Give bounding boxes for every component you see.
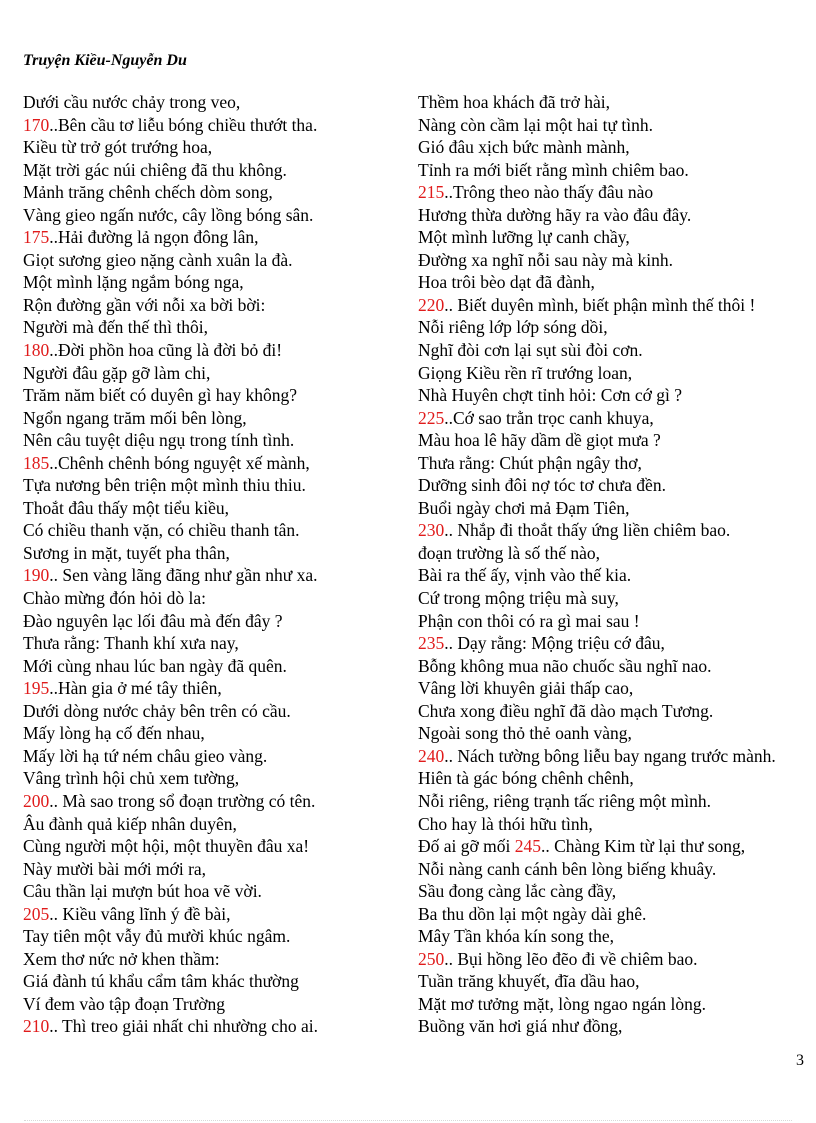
- line-number: 225: [418, 407, 445, 428]
- verse-line: [23, 970, 408, 993]
- verse-line: [23, 925, 408, 948]
- verse-line: [418, 91, 813, 114]
- verse-line: [418, 316, 813, 339]
- line-number: 245: [514, 836, 541, 857]
- verse-line: [23, 474, 408, 497]
- verse-line: [418, 384, 813, 407]
- line-number: 220: [418, 294, 445, 315]
- verse-text: Dưỡng sinh đôi nợ tóc tơ chưa đền.: [418, 475, 666, 496]
- verse-text: Mặt mơ tưởng mặt, lòng ngao ngán lòng.: [418, 993, 707, 1014]
- verse-text: ..Hàn gia ở mé tây thiên,: [49, 678, 222, 699]
- verse-text: .. Chàng Kim từ lại thư song,: [541, 836, 746, 857]
- verse-text: Tay tiên một vẫy đủ mười khúc ngâm.: [23, 926, 291, 947]
- verse-text: .. Nhắp đi thoắt thấy ứng liền chiêm bao.: [444, 520, 731, 541]
- verse-line: [418, 722, 813, 745]
- verse-line: [23, 790, 408, 813]
- verse-text: .. Thì treo giải nhất chi nhường cho ai.: [49, 1016, 318, 1037]
- verse-text: Này mười bài mới mới ra,: [23, 858, 207, 879]
- verse-line: [418, 880, 813, 903]
- verse-column-left: [23, 91, 408, 1038]
- verse-line: [23, 362, 408, 385]
- verse-text: .. Biết duyên mình, biết phận mình thế thôi !: [444, 294, 756, 315]
- verse-text: Ví đem vào tập đoạn Trường: [23, 993, 225, 1014]
- verse-line: [418, 948, 813, 971]
- verse-text: Nỗi nàng canh cánh bên lòng biếng khuây.: [418, 858, 717, 879]
- verse-line: [418, 925, 813, 948]
- verse-text: Mấy lòng hạ cố đến nhau,: [23, 723, 205, 744]
- verse-line: [23, 610, 408, 633]
- verse-text: Tỉnh ra mới biết rằng mình chiêm bao.: [418, 159, 689, 180]
- verse-text: Bài ra thế ấy, vịnh vào thế kia.: [418, 565, 632, 586]
- verse-line: [418, 745, 813, 768]
- verse-line: [23, 722, 408, 745]
- verse-text: Âu đành quả kiếp nhân duyên,: [23, 813, 237, 834]
- verse-text: ..Đời phồn hoa cũng là đời bỏ đi!: [49, 340, 283, 361]
- verse-line: [23, 948, 408, 971]
- verse-text: Vâng trình hội chủ xem tường,: [23, 768, 240, 789]
- line-number: 200: [23, 790, 50, 811]
- verse-text: Ngổn ngang trăm mối bên lòng,: [23, 407, 247, 428]
- verse-text: Buồng văn hơi giá như đồng,: [418, 1016, 623, 1037]
- verse-text: Giọng Kiều rền rĩ trướng loan,: [418, 362, 633, 383]
- line-number: 215: [418, 182, 445, 203]
- verse-line: [418, 181, 813, 204]
- verse-line: [23, 519, 408, 542]
- verse-text: Giá đành tú khẩu cẩm tâm khác thường: [23, 971, 299, 992]
- verse-line: [418, 362, 813, 385]
- verse-text: Giọt sương gieo nặng cành xuân la đà.: [23, 249, 293, 270]
- verse-text: Mấy lời hạ tứ ném châu gieo vàng.: [23, 745, 268, 766]
- verse-text: Người mà đến thế thì thôi,: [23, 317, 208, 338]
- verse-text: Cùng người một hội, một thuyền đâu xa!: [23, 836, 310, 857]
- verse-line: [23, 407, 408, 430]
- verse-line: [418, 542, 813, 565]
- verse-text: Hoa trôi bèo dạt đã đành,: [418, 272, 595, 293]
- verse-line: [23, 700, 408, 723]
- verse-line: [23, 339, 408, 362]
- verse-line: [23, 271, 408, 294]
- verse-line: [418, 249, 813, 272]
- verse-line: [23, 767, 408, 790]
- verse-text: .. Sen vàng lãng đãng như gần như xa.: [49, 565, 318, 586]
- verse-text: .. Bụi hồng lẽo đẽo đi về chiêm bao.: [444, 948, 698, 969]
- line-number: 175: [23, 227, 50, 248]
- verse-line: [23, 564, 408, 587]
- verse-line: [418, 294, 813, 317]
- verse-line: [23, 993, 408, 1016]
- verse-line: [418, 970, 813, 993]
- verse-line: [418, 497, 813, 520]
- verse-text: Màu hoa lê hãy dầm dề giọt mưa ?: [418, 430, 661, 451]
- page-number: 3: [796, 1052, 804, 1069]
- verse-text: Một mình lặng ngắm bóng nga,: [23, 272, 244, 293]
- verse-text: Chưa xong điều nghĩ đã dào mạch Tương.: [418, 700, 714, 721]
- verse-line: [23, 159, 408, 182]
- verse-line: [23, 745, 408, 768]
- verse-line: [23, 497, 408, 520]
- verse-text: Vâng lời khuyên giải thấp cao,: [418, 678, 634, 699]
- verse-text: .. Kiều vâng lĩnh ý đề bài,: [49, 903, 231, 924]
- verse-text: Người đâu gặp gỡ làm chi,: [23, 362, 211, 383]
- verse-text: Rộn đường gần với nỗi xa bời bời:: [23, 294, 266, 315]
- verse-text: Nhà Huyên chợt tỉnh hỏi: Cơn cớ gì ?: [418, 385, 682, 406]
- verse-text: Nỗi riêng, riêng trạnh tấc riêng một mình.: [418, 790, 712, 811]
- line-number: 235: [418, 633, 445, 654]
- verse-text: Dưới cầu nước chảy trong veo,: [23, 92, 241, 112]
- verse-text: Nàng còn cầm lại một hai tự tình.: [418, 114, 653, 135]
- verse-text: Thềm hoa khách đã trở hài,: [418, 92, 610, 112]
- verse-line: [418, 204, 813, 227]
- verse-line: [23, 1015, 408, 1038]
- verse-text: Mây Tần khóa kín song the,: [418, 926, 615, 947]
- line-number: 190: [23, 565, 50, 586]
- verse-text: ..Bên cầu tơ liễu bóng chiều thướt tha.: [49, 114, 318, 135]
- verse-line: [418, 655, 813, 678]
- verse-text: Kiều từ trở gót trướng hoa,: [23, 137, 213, 158]
- verse-text: Cho hay là thói hữu tình,: [418, 813, 593, 834]
- verse-line: [23, 587, 408, 610]
- verse-line: [23, 632, 408, 655]
- verse-text: Một mình lưỡng lự canh chầy,: [418, 227, 630, 248]
- verse-text: Trăm năm biết có duyên gì hay không?: [23, 385, 297, 406]
- verse-line: [23, 226, 408, 249]
- verse-line: [418, 429, 813, 452]
- verse-line: [418, 677, 813, 700]
- verse-line: [418, 159, 813, 182]
- verse-line: [23, 813, 408, 836]
- line-number: 205: [23, 903, 50, 924]
- verse-text: Thưa rằng: Chút phận ngây thơ,: [418, 452, 642, 473]
- verse-text: Sầu đong càng lắc càng đầy,: [418, 881, 617, 902]
- verse-text: Đào nguyên lạc lối đâu mà đến đây ?: [23, 610, 283, 631]
- verse-line: [418, 903, 813, 926]
- verse-text: Tựa nương bên triện một mình thiu thiu.: [23, 475, 306, 496]
- line-number: 170: [23, 114, 50, 135]
- verse-line: [418, 767, 813, 790]
- verse-text: Có chiều thanh vặn, có chiều thanh tân.: [23, 520, 300, 541]
- verse-line: [418, 587, 813, 610]
- verse-text: Buổi ngày chơi mả Đạm Tiên,: [418, 497, 630, 518]
- verse-line: [418, 610, 813, 633]
- verse-text: Mới cùng nhau lúc ban ngày đã quên.: [23, 655, 287, 676]
- verse-text: Ngoài song thỏ thẻ oanh vàng,: [418, 723, 632, 744]
- verse-text: Đố ai gỡ mối: [418, 836, 515, 857]
- verse-text: Xem thơ nức nở khen thầm:: [23, 948, 220, 969]
- verse-text: Nên câu tuyệt diệu ngụ trong tính tình.: [23, 430, 295, 451]
- verse-line: [418, 790, 813, 813]
- verse-text: Bỗng không mua não chuốc sầu nghĩ nao.: [418, 655, 712, 676]
- verse-text: .. Mà sao trong sổ đoạn trường có tên.: [49, 790, 316, 811]
- verse-line: [23, 429, 408, 452]
- verse-column-right: [418, 91, 813, 1038]
- verse-line: [418, 114, 813, 137]
- verse-line: [418, 1015, 813, 1038]
- verse-text: Hương thừa dường hãy ra vào đâu đây.: [418, 204, 692, 225]
- page-bottom-rule: [24, 1120, 792, 1121]
- verse-line: [23, 316, 408, 339]
- page-title: Truyện Kiều-Nguyễn Du: [23, 52, 187, 69]
- verse-line: [418, 564, 813, 587]
- line-number: 185: [23, 452, 50, 473]
- verse-text: Cứ trong mộng triệu mà suy,: [418, 588, 619, 609]
- verse-line: [23, 452, 408, 475]
- verse-text: Sương in mặt, tuyết pha thân,: [23, 542, 230, 563]
- verse-line: [418, 813, 813, 836]
- verse-line: [418, 271, 813, 294]
- verse-line: [23, 136, 408, 159]
- line-number: 195: [23, 678, 50, 699]
- verse-line: [418, 452, 813, 475]
- verse-text: Dưới dòng nước chảy bên trên có cầu.: [23, 700, 291, 721]
- verse-text: Mặt trời gác núi chiêng đã thu không.: [23, 159, 287, 180]
- verse-line: [418, 993, 813, 1016]
- verse-text: Câu thần lại mượn bút hoa vẽ vời.: [23, 881, 262, 902]
- verse-line: [23, 384, 408, 407]
- verse-line: [418, 136, 813, 159]
- verse-line: [418, 835, 813, 858]
- verse-line: [23, 880, 408, 903]
- verse-text: đoạn trường là số thế nào,: [418, 542, 601, 563]
- verse-text: Nghĩ đòi cơn lại sụt sùi đòi cơn.: [418, 340, 643, 361]
- line-number: 250: [418, 948, 445, 969]
- verse-text: Đường xa nghĩ nỗi sau này mà kinh.: [418, 249, 673, 270]
- verse-text: .. Dạy rằng: Mộng triệu cớ đâu,: [444, 633, 665, 654]
- verse-text: Phận con thôi có ra gì mai sau !: [418, 610, 640, 631]
- verse-line: [418, 858, 813, 881]
- verse-line: [418, 339, 813, 362]
- verse-line: [23, 204, 408, 227]
- line-number: 210: [23, 1016, 50, 1037]
- verse-text: ..Hải đường lả ngọn đông lân,: [49, 227, 259, 248]
- verse-line: [23, 249, 408, 272]
- verse-line: [418, 226, 813, 249]
- verse-line: [23, 835, 408, 858]
- verse-text: Thoắt đâu thấy một tiểu kiều,: [23, 497, 230, 518]
- verse-line: [23, 91, 408, 114]
- verse-text: Gió đâu xịch bức mành mành,: [418, 137, 630, 158]
- verse-line: [418, 632, 813, 655]
- verse-line: [418, 519, 813, 542]
- verse-line: [23, 655, 408, 678]
- verse-text: Vàng gieo ngấn nước, cây lồng bóng sân.: [23, 204, 314, 225]
- verse-text: Ba thu dồn lại một ngày dài ghê.: [418, 903, 647, 924]
- line-number: 240: [418, 745, 445, 766]
- verse-text: .. Nách tường bông liễu bay ngang trước mành.: [444, 745, 776, 766]
- verse-text: Chào mừng đón hỏi dò la:: [23, 588, 207, 609]
- verse-text: ..Cớ sao trằn trọc canh khuya,: [444, 407, 654, 428]
- verse-line: [23, 677, 408, 700]
- line-number: 180: [23, 340, 50, 361]
- verse-line: [23, 294, 408, 317]
- verse-line: [23, 903, 408, 926]
- verse-line: [23, 858, 408, 881]
- verse-line: [23, 542, 408, 565]
- verse-text: ..Trông theo nào thấy đâu nào: [444, 182, 654, 203]
- verse-line: [418, 700, 813, 723]
- verse-text: Tuần trăng khuyết, đĩa dầu hao,: [418, 971, 640, 992]
- line-number: 230: [418, 520, 445, 541]
- verse-line: [23, 114, 408, 137]
- verse-line: [23, 181, 408, 204]
- verse-text: Nỗi riêng lớp lớp sóng dồi,: [418, 317, 608, 338]
- verse-text: Thưa rằng: Thanh khí xưa nay,: [23, 633, 239, 654]
- verse-text: ..Chênh chênh bóng nguyệt xế mành,: [49, 452, 310, 473]
- verse-text: Mảnh trăng chênh chếch dòm song,: [23, 182, 273, 203]
- verse-line: [418, 474, 813, 497]
- verse-line: [418, 407, 813, 430]
- verse-text: Hiên tà gác bóng chênh chênh,: [418, 768, 634, 789]
